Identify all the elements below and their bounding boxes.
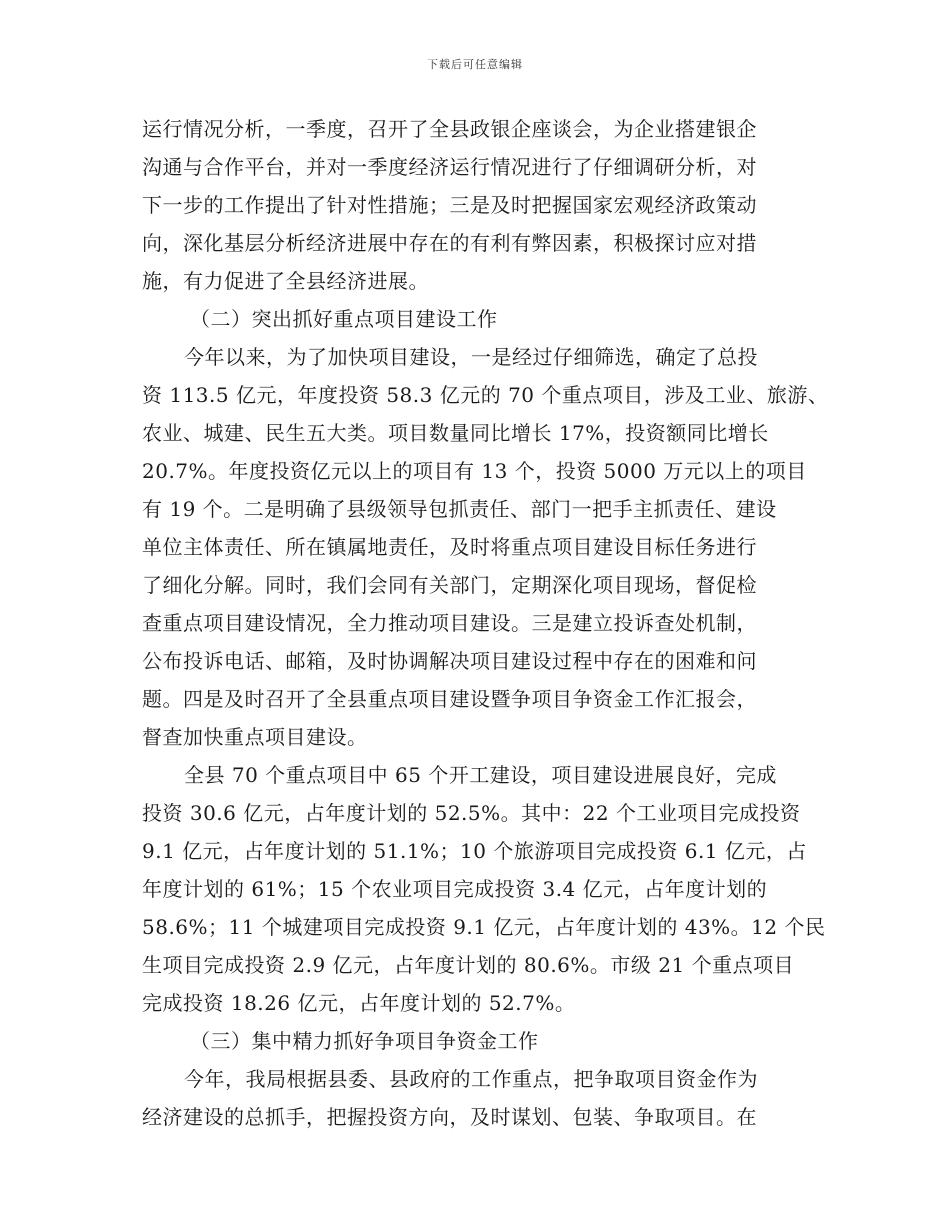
text-line: 今年以来，为了加快项目建设，一是经过仔细筛选，确定了总投 xyxy=(184,345,758,369)
text-line: 农业、城建、民生五大类。项目数量同比增长 17%，投资额同比增长 xyxy=(142,421,769,445)
text-line: 经济建设的总抓手，把握投资方向，及时谋划、包装、争取项目。在 xyxy=(142,1105,757,1129)
text-line: 了细化分解。同时，我们会同有关部门，定期深化项目现场，督促检 xyxy=(142,573,757,597)
text-line: 年度计划的 61%；15 个农业项目完成投资 3.4 亿元，占年度计划的 xyxy=(142,877,768,901)
text-line: 9.1 亿元，占年度计划的 51.1%；10 个旅游项目完成投资 6.1 亿元，占 xyxy=(142,839,807,863)
text-line: 全县 70 个重点项目中 65 个开工建设，项目建设进展良好，完成 xyxy=(184,763,777,787)
text-line: 今年，我局根据县委、县政府的工作重点，把争取项目资金作为 xyxy=(184,1067,758,1091)
text-line: 运行情况分析，一季度，召开了全县政银企座谈会，为企业搭建银企 xyxy=(142,117,757,141)
text-line: 下一步的工作提出了针对性措施；三是及时把握国家宏观经济政策动 xyxy=(142,193,757,217)
document-body xyxy=(142,110,832,1136)
page-header: 下载后可任意编辑 xyxy=(427,58,523,71)
text-line: 资 113.5 亿元，年度投资 58.3 亿元的 70 个重点项目，涉及工业、旅游、 xyxy=(142,383,829,407)
text-line: 20.7%。年度投资亿元以上的项目有 13 个，投资 5000 万元以上的项目 xyxy=(142,459,807,483)
text-line: 完成投资 18.26 亿元，占年度计划的 52.7%。 xyxy=(142,991,576,1015)
text-line: 题。四是及时召开了全县重点项目建设暨争项目争资金工作汇报会， xyxy=(142,687,757,711)
text-line: 公布投诉电话、邮箱，及时协调解决项目建设过程中存在的困难和问 xyxy=(142,649,757,673)
text-line: 有 19 个。二是明确了县级领导包抓责任、部门一把手主抓责任、建设 xyxy=(142,497,777,521)
text-line: 生项目完成投资 2.9 亿元，占年度计划的 80.6%。市级 21 个重点项目 xyxy=(142,953,795,977)
section-heading: （二）突出抓好重点项目建设工作 xyxy=(190,307,498,331)
text-line: 58.6%；11 个城建项目完成投资 9.1 亿元，占年度计划的 43%。12 个民 xyxy=(142,915,826,939)
text-line: 查重点项目建设情况，全力推动项目建设。三是建立投诉查处机制， xyxy=(142,611,757,635)
text-line: 沟通与合作平台，并对一季度经济运行情况进行了仔细调研分析，对 xyxy=(142,155,757,179)
text-line: 施，有力促进了全县经济进展。 xyxy=(142,269,429,293)
text-line: 向，深化基层分析经济进展中存在的有利有弊因素，积极探讨应对措 xyxy=(142,231,757,255)
text-line: 督查加快重点项目建设。 xyxy=(142,725,368,749)
text-line: 投资 30.6 亿元，占年度计划的 52.5%。其中：22 个工业项目完成投资 xyxy=(142,801,801,825)
text-line: 单位主体责任、所在镇属地责任，及时将重点项目建设目标任务进行 xyxy=(142,535,757,559)
section-heading: （三）集中精力抓好争项目争资金工作 xyxy=(190,1029,539,1053)
